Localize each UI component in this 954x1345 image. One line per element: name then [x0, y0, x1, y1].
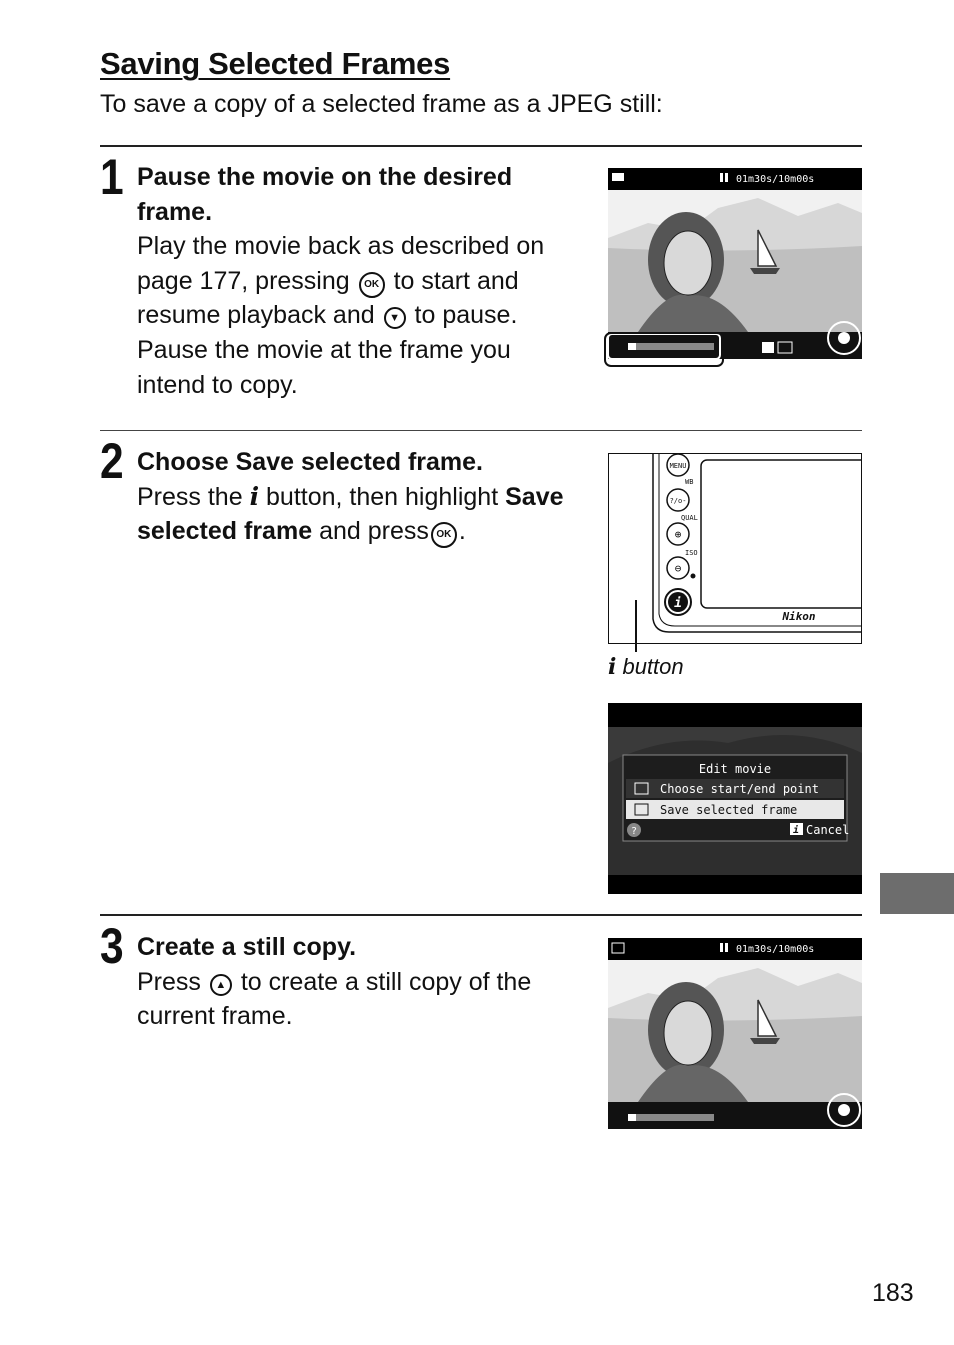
step-1-number: 1	[100, 149, 124, 205]
ok-button-icon: OK	[431, 522, 457, 548]
step-3-divider	[100, 914, 862, 916]
page-number: 183	[872, 1279, 914, 1307]
step-3-number: 3	[100, 918, 124, 974]
step-1-divider	[100, 145, 862, 147]
step-1-body-a: Play the movie back as described on page 177, pressing	[137, 232, 545, 295]
step-2-body-c: and press	[319, 517, 429, 546]
still-copy-screen	[608, 938, 862, 1129]
svg-text:MENU: MENU	[669, 462, 687, 470]
step-3-body-a: Press	[137, 967, 201, 996]
step-2-body-bold: Save selected frame	[137, 482, 564, 546]
menu-item-choose-start-end: Choose start/end point	[660, 782, 819, 796]
svg-text:?/o-: ?/o-	[669, 497, 687, 505]
caption-text: button	[616, 654, 684, 679]
page-title: Saving Selected Frames	[100, 46, 451, 81]
ok-button-icon: OK	[359, 272, 385, 298]
step-2-heading-b: Save selected frame.	[235, 448, 484, 476]
progress-bar-highlight	[604, 332, 724, 367]
camera-back-illustration	[608, 453, 862, 644]
svg-text:Nikon: Nikon	[782, 610, 816, 623]
step-2-number: 2	[100, 433, 124, 489]
i-button-icon: i	[249, 481, 260, 511]
step-3-body-b: to create a still copy of the current frame.	[137, 967, 532, 1031]
step-1-heading: Pause the movie on the desired frame.	[137, 163, 513, 226]
pause-icon	[720, 943, 723, 952]
step-2-divider	[100, 430, 862, 431]
i-button-caption	[608, 654, 684, 680]
movie-playback-screen	[608, 168, 862, 359]
step-2-heading-a: Choose	[137, 448, 236, 476]
svg-text:⊖: ⊖	[674, 562, 682, 575]
intro-text: To save a copy of a selected frame as a JPEG still:	[100, 90, 663, 118]
svg-text:?: ?	[630, 826, 638, 837]
step-2-body-b: button, then highlight	[266, 482, 499, 511]
multi-selector-down-icon: ▼	[384, 307, 406, 329]
i-glyph: i	[608, 654, 617, 680]
section-tab	[880, 873, 954, 914]
edit-movie-screen	[608, 703, 862, 894]
step-2-body-d: .	[458, 517, 466, 546]
step-2-body-a: Press the	[137, 482, 243, 511]
step-1-text	[137, 160, 577, 402]
movie-mode-icon	[612, 173, 624, 181]
multi-selector-up-icon: ▲	[210, 974, 232, 996]
svg-text:⊕: ⊕	[674, 528, 682, 541]
cancel-label: Cancel	[806, 823, 850, 837]
step-3-text	[137, 930, 577, 1034]
step-1-body-b: to start and resume playback and	[137, 266, 519, 330]
svg-text:i: i	[792, 825, 800, 836]
svg-text:i: i	[674, 596, 682, 611]
svg-text:QUAL: QUAL	[681, 514, 698, 522]
step-1-body-c: to pause. Pause the movie at the frame you intend to copy.	[137, 301, 518, 399]
i-icon-badge	[762, 342, 774, 353]
playback-counter: 01m30s/10m00s	[736, 174, 815, 185]
step-2-text	[137, 445, 577, 549]
step-3-heading: Create a still copy.	[137, 933, 357, 961]
callout-line	[635, 600, 637, 652]
edit-menu-title: Edit movie	[698, 762, 772, 776]
menu-item-save-selected-frame: Save selected frame	[660, 803, 798, 817]
svg-text:ISO: ISO	[685, 549, 698, 557]
movie-playback-illustration	[608, 168, 862, 359]
pause-icon	[720, 173, 723, 182]
svg-text:WB: WB	[685, 478, 694, 486]
playback-counter: 01m30s/10m00s	[736, 944, 815, 955]
